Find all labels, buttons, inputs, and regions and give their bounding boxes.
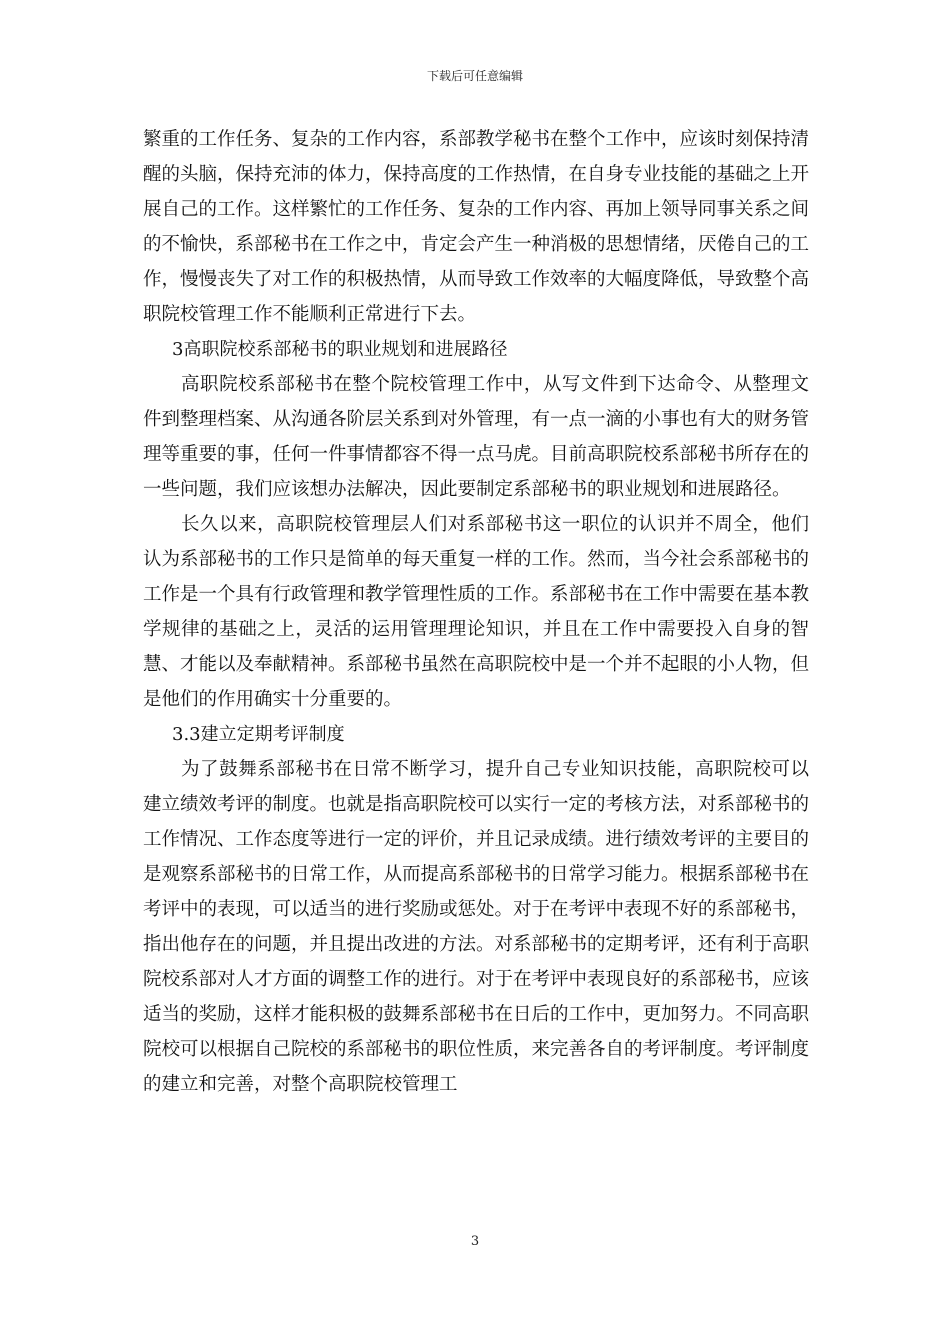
paragraph-4: 为了鼓舞系部秘书在日常不断学习，提升自己专业知识技能，高职院校可以建立绩效考评的制度。也就是指高职院校可以实行一定的考核方法，对系部秘书的工作情况、工作态度等进行一定的评价，并且记录成绩。进行绩效考评的主要目的是观察系部秘书的日常工作，从而提高系部秘书的日常学习能力。根据系部秘书在考评中的表现，可以适当的进行奖励或惩处。对于在考评中表现不好的系部秘书，指出他存在的问题，并且提出改进的方法。对系部秘书的定期考评，还有利于高职院校系部对人才方面的调整工作的进行。对于在考评中表现良好的系部秘书，应该适当的奖励，这样才能积极的鼓舞系部秘书在日后的工作中，更加努力。不同高职院校可以根据自己院校的系部秘书的职位性质，来完善各自的考评制度。考评制度的建立和完善，对整个高职院校管理工: [143, 759, 810, 1095]
section-heading-3: 3高职院校系部秘书的职业规划和进展路径: [172, 339, 508, 360]
paragraph-2: 高职院校系部秘书在整个院校管理工作中，从写文件到下达命令、从整理文件到整理档案、从沟通各阶层关系到对外管理，有一点一滴的小事也有大的财务管理等重要的事，任何一件事情都容不得一点马虎。目前高职院校系部秘书所存在的一些问题，我们应该想办法解决，因此要制定系部秘书的职业规划和进展路径。: [143, 374, 810, 500]
document-body: [143, 122, 809, 1102]
page-number: 3: [470, 1234, 480, 1249]
paragraph-3: 长久以来，高职院校管理层人们对系部秘书这一职位的认识并不周全，他们认为系部秘书的工作只是简单的每天重复一样的工作。然而，当今社会系部秘书的工作是一个具有行政管理和教学管理性质的工作。系部秘书在工作中需要在基本教学规律的基础之上，灵活的运用管理理论知识，并且在工作中需要投入自身的智慧、才能以及奉献精神。系部秘书虽然在高职院校中是一个并不起眼的小人物，但是他们的作用确实十分重要的。: [143, 514, 810, 710]
page-header: 下载后可任意编辑: [426, 69, 523, 83]
paragraph-1: 繁重的工作任务、复杂的工作内容，系部教学秘书在整个工作中，应该时刻保持清醒的头脑，保持充沛的体力，保持高度的工作热情，在自身专业技能的基础之上开展自己的工作。这样繁忙的工作任务、复杂的工作内容、再加上领导同事关系之间的不愉快，系部秘书在工作之中，肯定会产生一种消极的思想情绪，厌倦自己的工作，慢慢丧失了对工作的积极热情，从而导致工作效率的大幅度降低，导致整个高职院校管理工作不能顺利正常进行下去。: [143, 129, 810, 325]
section-heading-3-3: 3.3建立定期考评制度: [172, 724, 345, 745]
